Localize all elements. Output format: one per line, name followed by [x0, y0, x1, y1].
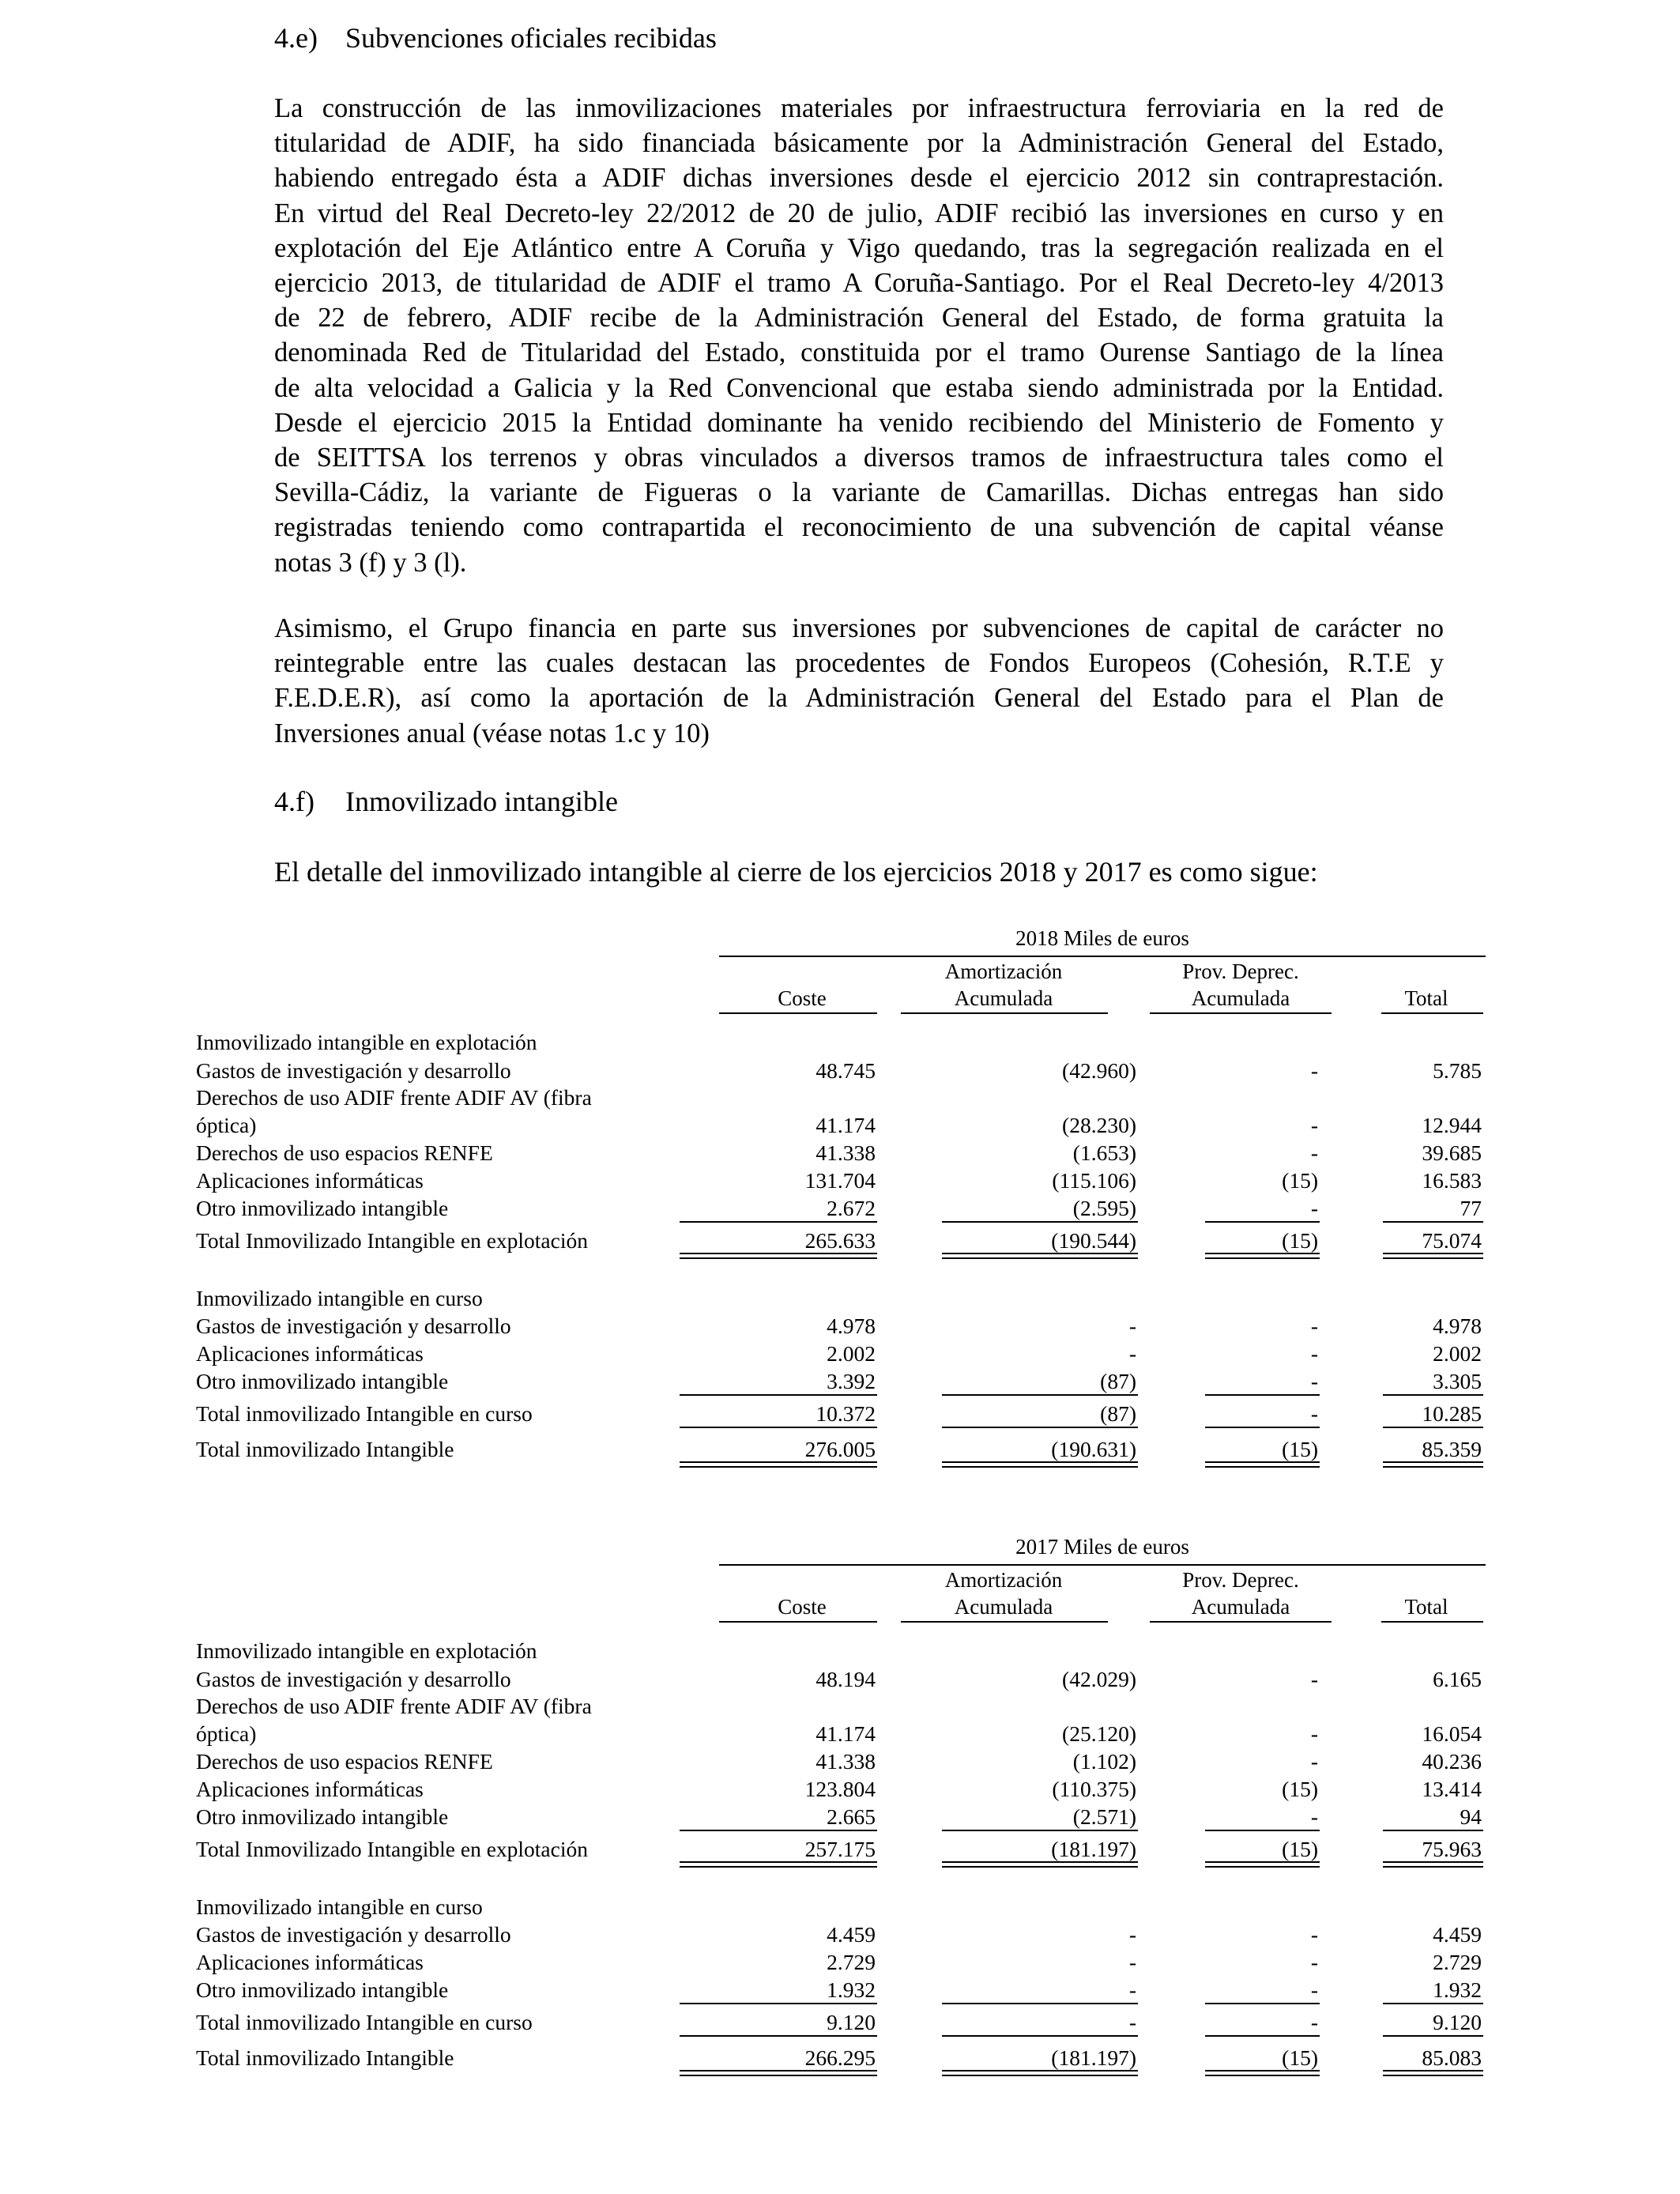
table-cell: 75.074 — [1422, 1228, 1482, 1253]
table-cell: 12.944 — [1422, 1113, 1482, 1137]
column-header-rule — [719, 1621, 877, 1623]
table-cell: 41.174 — [816, 1113, 876, 1137]
paragraph-1-line: titularidad de ADIF, ha sido financiada básicamente por la Administración General del Estado, — [274, 128, 1444, 159]
column-header-rule — [719, 1012, 877, 1014]
table-cell: 16.583 — [1422, 1168, 1482, 1193]
table-cell: - — [1128, 1950, 1136, 1974]
row-label: óptica) — [196, 1721, 257, 1746]
table-cell: 6.165 — [1433, 1667, 1482, 1691]
table-cell: (15) — [1282, 1837, 1318, 1861]
table-cell: (2.595) — [1072, 1196, 1136, 1220]
paragraph-1-line: explotación del Eje Atlántico entre A Coruña y Vigo quedando, tras la segregación realizada en el — [274, 232, 1444, 263]
table-cell: - — [1310, 1804, 1318, 1829]
total-double-rule — [1205, 1861, 1320, 1868]
table-cell: 48.745 — [816, 1058, 876, 1083]
paragraph-1-line: En virtud del Real Decreto-ley 22/2012 de 20 de julio, ADIF recibió las inversiones en curso y en — [274, 198, 1444, 228]
table-cell: 4.978 — [827, 1314, 876, 1338]
paragraph-1-line: ejercicio 2013, de titularidad de ADIF el tramo A Coruña-Santiago. Por el Real Decreto-ley 4/2013 — [274, 268, 1444, 299]
table-cell: (2.571) — [1072, 1804, 1136, 1829]
col-total-header: Total — [1404, 986, 1448, 1010]
row-label: Gastos de investigación y desarrollo — [196, 1314, 511, 1338]
section-f-intro: El detalle del inmovilizado intangible al cierre de los ejercicios 2018 y 2017 es como sigue: — [274, 856, 1318, 888]
table-cell: 75.963 — [1422, 1837, 1482, 1861]
table-cell: 2.002 — [1433, 1341, 1482, 1366]
col-prov-header: Prov. Deprec. — [1182, 1568, 1299, 1592]
col-total-header: Total — [1404, 1595, 1448, 1619]
table-cell: 41.338 — [816, 1140, 876, 1165]
column-header-rule — [1150, 1621, 1332, 1623]
row-label: Gastos de investigación y desarrollo — [196, 1922, 511, 1947]
paragraph-2-line: F.E.D.E.R), así como la aportación de la Administración General del Estado para el Plan de — [274, 683, 1444, 714]
row-label: Otro inmovilizado intangible — [196, 1804, 449, 1829]
table-cell: 131.704 — [804, 1168, 876, 1193]
subtotal-rule — [1205, 1830, 1320, 1831]
row-label: Derechos de uso espacios RENFE — [196, 1140, 493, 1165]
paragraph-1 — [274, 91, 1444, 580]
grand-total-double-rule — [680, 1461, 877, 1468]
row-label: Inmovilizado intangible en explotación — [196, 1030, 537, 1054]
col-prov-header: Acumulada — [1191, 986, 1290, 1010]
row-label: Derechos de uso ADIF frente ADIF AV (fibra — [196, 1085, 592, 1110]
paragraph-1-line: Sevilla-Cádiz, la variante de Figueras o la variante de Camarillas. Dichas entregas han sido — [274, 477, 1444, 508]
paragraph-2 — [274, 611, 1444, 751]
section-f-number: 4.f) — [274, 786, 315, 817]
row-label: Gastos de investigación y desarrollo — [196, 1058, 511, 1083]
paragraph-1-line: Desde el ejercicio 2015 la Entidad dominante ha venido recibiendo del Ministerio de Fomento y — [274, 407, 1444, 438]
paragraph-2-line: Inversiones anual (véase notas 1.c y 10) — [274, 718, 710, 748]
subtotal-rule — [1205, 1394, 1320, 1396]
table-title: 2017 Miles de euros — [1015, 1535, 1189, 1559]
subtotal-rule — [680, 1221, 877, 1223]
section-e-heading — [274, 21, 717, 55]
table-cell: 48.194 — [816, 1667, 876, 1691]
row-label: Inmovilizado intangible en curso — [196, 1286, 483, 1310]
col-amort-header: Amortización — [944, 1568, 1063, 1592]
subtotal-rule — [680, 2035, 877, 2037]
paragraph-1-line: de SEITTSA los terrenos y obras vinculados a diversos tramos de infraestructura tales como el — [274, 443, 1444, 473]
table-cell: 16.054 — [1422, 1721, 1482, 1746]
row-label: Total inmovilizado Intangible — [196, 1437, 454, 1461]
table-cell: 41.174 — [816, 1721, 876, 1746]
row-label: Aplicaciones informáticas — [196, 1950, 424, 1974]
col-amort-header: Amortización — [944, 959, 1063, 983]
subtotal-rule — [680, 1427, 877, 1428]
table-cell: - — [1310, 1667, 1318, 1691]
col-amort-header: Acumulada — [954, 1595, 1053, 1619]
row-label: Total Inmovilizado Intangible en explotación — [196, 1228, 588, 1253]
grand-total-double-rule — [1383, 2070, 1483, 2076]
table-cell: 3.305 — [1433, 1369, 1482, 1393]
table-title: 2018 Miles de euros — [1015, 926, 1189, 950]
table-cell: 5.785 — [1433, 1058, 1482, 1083]
row-label: Otro inmovilizado intangible — [196, 1369, 449, 1393]
row-label: Total Inmovilizado Intangible en explotación — [196, 1837, 588, 1861]
subtotal-rule — [1205, 2003, 1320, 2004]
table-cell: (15) — [1282, 1168, 1318, 1193]
row-label: Aplicaciones informáticas — [196, 1341, 424, 1366]
row-label: Inmovilizado intangible en curso — [196, 1894, 483, 1919]
paragraph-1-line: registradas teniendo como contrapartida el reconocimiento de una subvención de capital véanse — [274, 512, 1444, 543]
table-cell: (115.106) — [1052, 1168, 1136, 1193]
table-cell: (25.120) — [1062, 1721, 1136, 1746]
table-cell: - — [1310, 1314, 1318, 1338]
table-cell: 39.685 — [1422, 1140, 1482, 1165]
table-cell: - — [1310, 1950, 1318, 1974]
column-header-rule — [1150, 1012, 1332, 1014]
table-cell: 10.285 — [1422, 1401, 1482, 1426]
table-cell: - — [1310, 2010, 1318, 2034]
row-label: Aplicaciones informáticas — [196, 1777, 424, 1801]
paragraph-1-line: habiendo entregado ésta a ADIF dichas inversiones desde el ejercicio 2012 sin contraprestación. — [274, 163, 1444, 194]
total-double-rule — [1383, 1861, 1483, 1868]
table-cell: - — [1128, 1314, 1136, 1338]
column-header-rule — [901, 1012, 1108, 1014]
subtotal-rule — [1383, 1830, 1483, 1831]
table-cell: - — [1310, 1401, 1318, 1426]
subtotal-rule — [1383, 2003, 1483, 2004]
table-cell: 85.359 — [1422, 1437, 1482, 1461]
total-double-rule — [1383, 1253, 1483, 1259]
col-amort-header: Acumulada — [954, 986, 1053, 1010]
row-label: Total inmovilizado Intangible en curso — [196, 2010, 533, 2034]
total-double-rule — [942, 1861, 1138, 1868]
table-cell: 265.633 — [804, 1228, 876, 1253]
table-cell: (15) — [1282, 1228, 1318, 1253]
paragraph-2-line: Asimismo, el Grupo financia en parte sus inversiones por subvenciones de capital de carácter no — [274, 613, 1444, 643]
table-cell: - — [1128, 1922, 1136, 1947]
grand-total-double-rule — [1383, 1461, 1483, 1468]
grand-total-double-rule — [942, 1461, 1138, 1468]
table-cell: - — [1128, 1977, 1136, 2002]
table-cell: (181.197) — [1051, 1837, 1136, 1861]
table-cell: (87) — [1100, 1369, 1136, 1393]
table-cell: 41.338 — [816, 1749, 876, 1774]
table-cell: - — [1128, 2010, 1136, 2034]
table-cell: 1.932 — [827, 1977, 876, 2002]
table-cell: 2.672 — [827, 1196, 876, 1220]
table-cell: (15) — [1282, 1437, 1318, 1461]
table-cell: (190.544) — [1051, 1228, 1136, 1253]
paragraph-1-line: de 22 de febrero, ADIF recibe de la Administración General del Estado, de forma gratuita la — [274, 303, 1444, 334]
subtotal-rule — [1383, 2035, 1483, 2037]
row-label: Inmovilizado intangible en explotación — [196, 1638, 537, 1663]
table-cell: (1.653) — [1072, 1140, 1136, 1165]
table-cell: - — [1310, 1341, 1318, 1366]
row-label: Gastos de investigación y desarrollo — [196, 1667, 511, 1691]
subtotal-rule — [1383, 1394, 1483, 1396]
table-cell: 10.372 — [816, 1401, 876, 1426]
subtotal-rule — [942, 2035, 1138, 2037]
header-rule — [719, 1564, 1486, 1566]
section-e-title: Subvenciones oficiales recibidas — [345, 22, 717, 54]
subtotal-rule — [942, 2003, 1138, 2004]
header-rule — [719, 956, 1486, 957]
total-double-rule — [942, 1253, 1138, 1259]
table-cell: 3.392 — [827, 1369, 876, 1393]
section-f-heading — [274, 784, 618, 819]
subtotal-rule — [942, 1221, 1138, 1223]
table-cell: - — [1310, 1977, 1318, 2002]
table-cell: 2.729 — [827, 1950, 876, 1974]
col-coste-header: Coste — [778, 986, 827, 1010]
table-cell: - — [1310, 1058, 1318, 1083]
table-cell: - — [1310, 1749, 1318, 1774]
total-double-rule — [1205, 1253, 1320, 1259]
row-label: Derechos de uso ADIF frente ADIF AV (fibra — [196, 1694, 592, 1718]
table-cell: (15) — [1282, 2045, 1318, 2070]
grand-total-double-rule — [1205, 1461, 1320, 1468]
column-header-rule — [901, 1621, 1108, 1623]
table-cell: 266.295 — [804, 2045, 876, 2070]
table-cell: 4.459 — [827, 1922, 876, 1947]
table-cell: 4.459 — [1433, 1922, 1482, 1947]
paragraph-1-line: La construcción de las inmovilizaciones materiales por infraestructura ferroviaria en la red de — [274, 93, 1444, 123]
table-cell: (42.029) — [1062, 1667, 1136, 1691]
table-cell: (15) — [1282, 1777, 1318, 1801]
table-cell: 2.665 — [827, 1804, 876, 1829]
table-cell: 2.002 — [827, 1341, 876, 1366]
table-cell: 1.932 — [1433, 1977, 1482, 2002]
subtotal-rule — [942, 1427, 1138, 1428]
subtotal-rule — [680, 1394, 877, 1396]
row-label: Derechos de uso espacios RENFE — [196, 1749, 493, 1774]
table-cell: - — [1310, 1140, 1318, 1165]
grand-total-double-rule — [942, 2070, 1138, 2076]
table-cell: 9.120 — [1433, 2010, 1482, 2034]
table-cell: (28.230) — [1062, 1113, 1136, 1137]
table-cell: (190.631) — [1051, 1437, 1136, 1461]
table-cell: 2.729 — [1433, 1950, 1482, 1974]
paragraph-1-line: de alta velocidad a Galicia y la Red Convencional que estaba siendo administrada por la Entidad. — [274, 372, 1444, 403]
row-label: óptica) — [196, 1113, 257, 1137]
table-cell: - — [1310, 1369, 1318, 1393]
table-cell: 4.978 — [1433, 1314, 1482, 1338]
subtotal-rule — [942, 1830, 1138, 1831]
table-cell: 257.175 — [804, 1837, 876, 1861]
grand-total-double-rule — [1205, 2070, 1320, 2076]
subtotal-rule — [680, 1830, 877, 1831]
subtotal-rule — [1205, 1427, 1320, 1428]
section-f-title: Inmovilizado intangible — [345, 786, 618, 817]
subtotal-rule — [1383, 1427, 1483, 1428]
table-cell: (1.102) — [1072, 1749, 1136, 1774]
table-cell: 9.120 — [827, 2010, 876, 2034]
table-cell: - — [1310, 1922, 1318, 1947]
column-header-rule — [1381, 1012, 1483, 1014]
row-label: Otro inmovilizado intangible — [196, 1977, 449, 2002]
row-label: Total inmovilizado Intangible en curso — [196, 1401, 533, 1426]
subtotal-rule — [942, 1394, 1138, 1396]
paragraph-1-line: notas 3 (f) y 3 (l). — [274, 547, 467, 578]
subtotal-rule — [1205, 2035, 1320, 2037]
table-cell: 77 — [1460, 1196, 1482, 1220]
row-label: Aplicaciones informáticas — [196, 1168, 424, 1193]
subtotal-rule — [1383, 1221, 1483, 1223]
paragraph-2-line: reintegrable entre las cuales destacan las procedentes de Fondos Europeos (Cohesión, R.T.E y — [274, 648, 1444, 679]
total-double-rule — [680, 1253, 877, 1259]
col-prov-header: Acumulada — [1191, 1595, 1290, 1619]
table-cell: - — [1310, 1113, 1318, 1137]
grand-total-double-rule — [680, 2070, 877, 2076]
subtotal-rule — [680, 2003, 877, 2004]
col-coste-header: Coste — [778, 1595, 827, 1619]
column-header-rule — [1381, 1621, 1483, 1623]
subtotal-rule — [1205, 1221, 1320, 1223]
row-label: Otro inmovilizado intangible — [196, 1196, 449, 1220]
table-cell: (110.375) — [1052, 1777, 1136, 1801]
table-cell: 123.804 — [804, 1777, 876, 1801]
table-cell: (181.197) — [1051, 2045, 1136, 2070]
paragraph-1-line: denominada Red de Titularidad del Estado, constituida por el tramo Ourense Santiago de la línea — [274, 337, 1444, 368]
table-cell: (42.960) — [1062, 1058, 1136, 1083]
table-cell: 276.005 — [804, 1437, 876, 1461]
table-cell: - — [1310, 1721, 1318, 1746]
table-cell: 85.083 — [1422, 2045, 1482, 2070]
table-cell: - — [1310, 1196, 1318, 1220]
table-cell: (87) — [1100, 1401, 1136, 1426]
table-cell: 94 — [1460, 1804, 1482, 1829]
col-prov-header: Prov. Deprec. — [1182, 959, 1299, 983]
table-cell: 13.414 — [1422, 1777, 1482, 1801]
row-label: Total inmovilizado Intangible — [196, 2045, 454, 2070]
table-cell: - — [1128, 1341, 1136, 1366]
section-e-number: 4.e) — [274, 22, 318, 54]
table-cell: 40.236 — [1422, 1749, 1482, 1774]
total-double-rule — [680, 1861, 877, 1868]
